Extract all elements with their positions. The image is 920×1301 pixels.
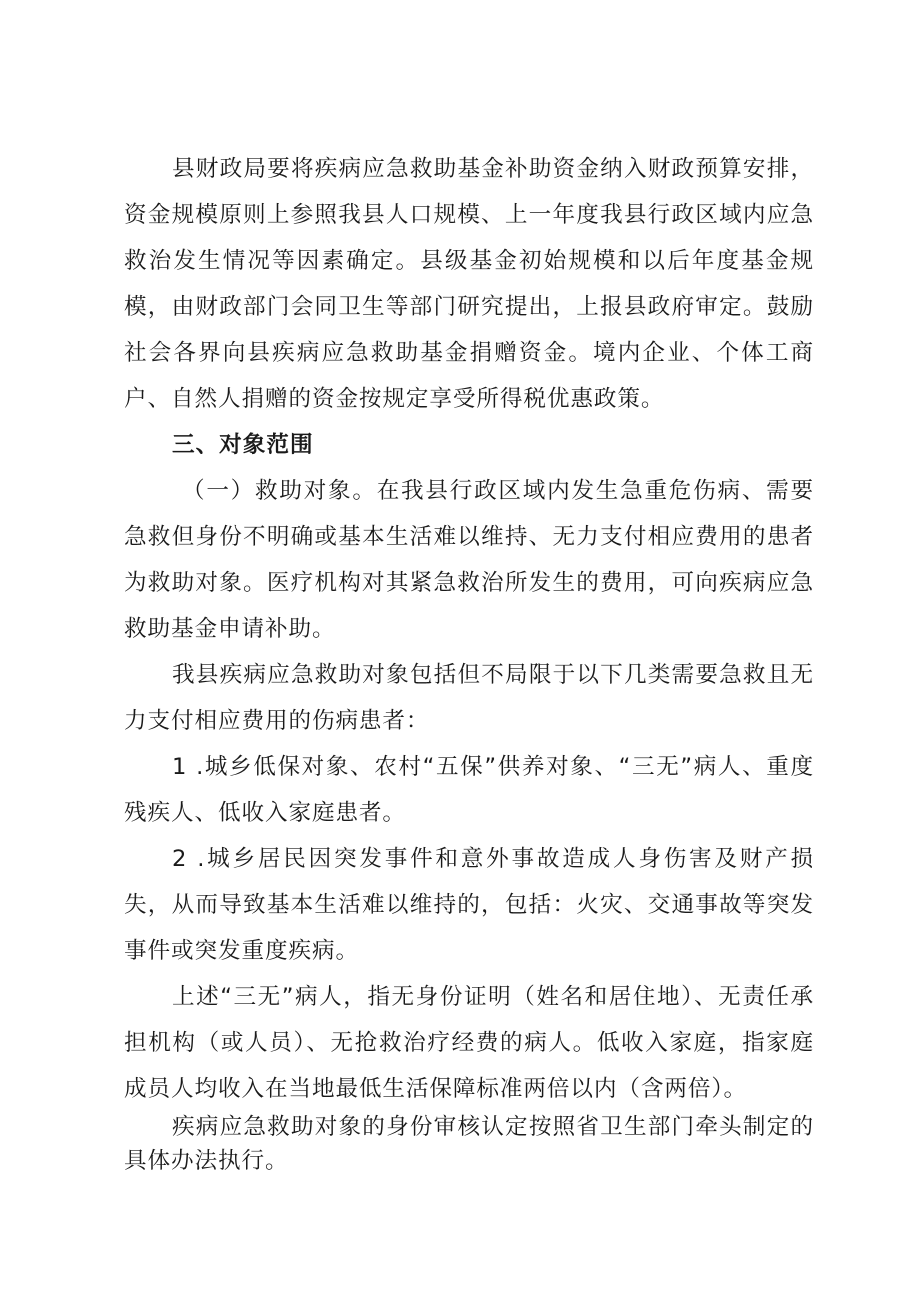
paragraph-rescue-targets: （一）救助对象。在我县行政区域内发生急重危伤病、需要急救但身份不明确或基本生活难以维持、无力支付相应费用的患者为救助对象。医疗机构对其紧急救治所发生的费用，可向疾病应急救助基金申请补助。 (124, 478, 814, 642)
paragraph-verification: 疾病应急救助对象的身份审核认定按照省卫生部门牵头制定的具体办法执行。 (124, 1114, 814, 1174)
paragraph-item-1: 1 .城乡低保对象、农村“五保”供养对象、“三无”病人、重度残疾人、低收入家庭患者。 (124, 754, 814, 826)
paragraph-definitions: 上述“三无”病人，指无身份证明（姓名和居住地）、无责任承担机构（或人员）、无抢救治疗经费的病人。低收入家庭，指家庭成员人均收入在当地最低生活保障标准两倍以内（含两倍）。 (124, 984, 814, 1102)
paragraph-target-categories: 我县疾病应急救助对象包括但不局限于以下几类需要急救且无力支付相应费用的伤病患者： (124, 662, 814, 734)
paragraph-item-2: 2 .城乡居民因突发事件和意外事故造成人身伤害及财产损失，从而导致基本生活难以维持的，包括：火灾、交通事故等突发事件或突发重度疾病。 (124, 846, 814, 964)
section-heading-scope: 三、对象范围 (172, 432, 314, 458)
paragraph-fund-budget: 县财政局要将疾病应急救助基金补助资金纳入财政预算安排，资金规模原则上参照我县人口规模、上一年度我县行政区域内应急救治发生情况等因素确定。县级基金初始规模和以后年度基金规模，由财政部门会同卫生等部门研究提出，上报县政府审定。鼓励社会各界向县疾病应急救助基金捐赠资金。境内企业、个体工商户、自然人捐赠的资金按规定享受所得税优惠政策。 (124, 156, 814, 412)
